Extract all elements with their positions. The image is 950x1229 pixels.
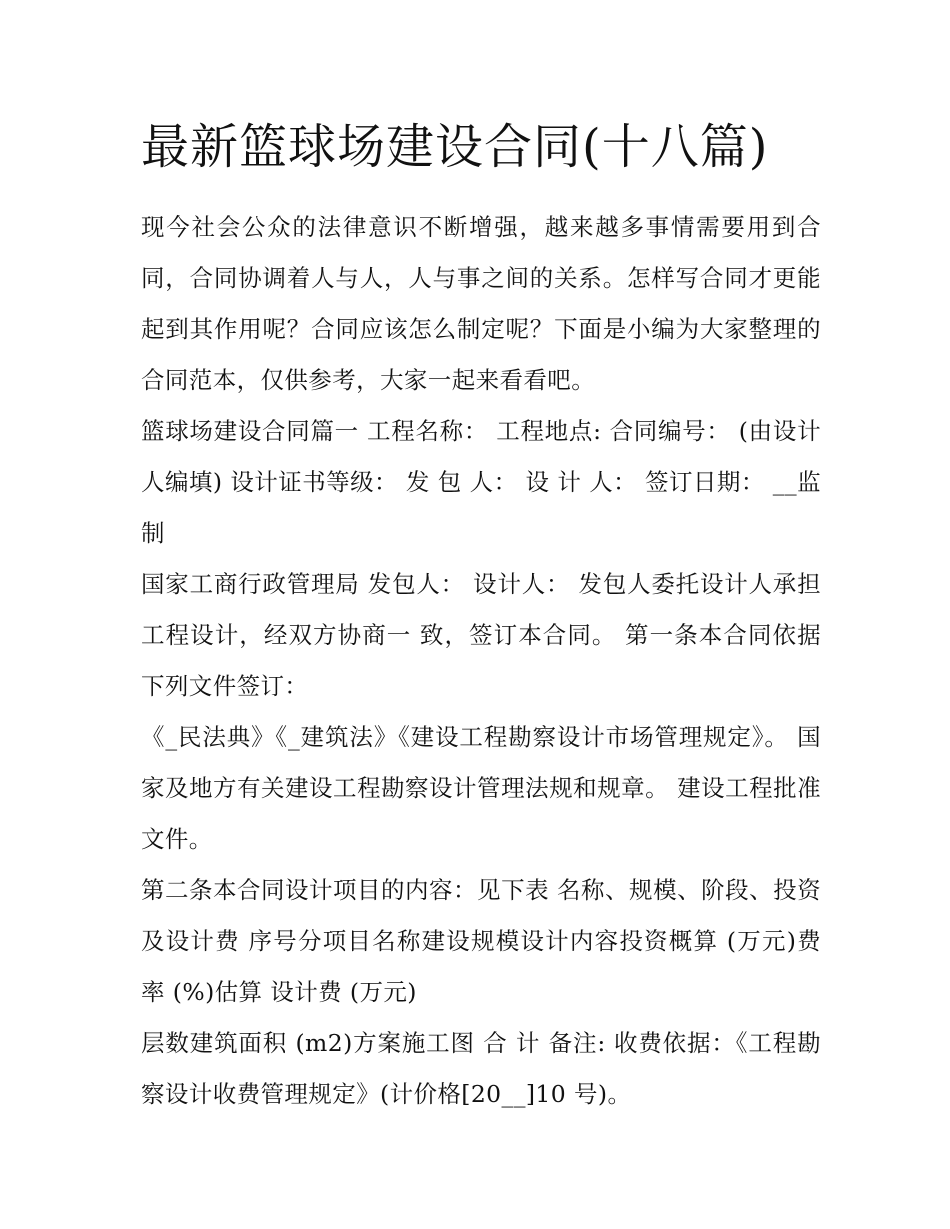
document-title: 最新篮球场建设合同(十八篇) (141, 119, 769, 175)
parties-paragraph: 国家工商行政管理局 发包人： 设计人： 发包人委托设计人承担 工程设计，经双方协商一 致，签订本合同。 第一条本合同依据下列文件签订： (141, 570, 821, 700)
legal-basis-paragraph: 《_民法典》《_建筑法》《建设工程勘察设计市场管理规定》。 国家及地方有关建设工程勘察设计管理法规和规章。 建设工程批准文件。 (141, 723, 821, 853)
document-body (141, 112, 821, 1120)
article-two-paragraph: 第二条本合同设计项目的内容：见下表 名称、规模、阶段、投资及设计费 序号分项目名称建设规模设计内容投资概算 (万元)费率 (%)估算 设计费 (万元) (141, 876, 821, 1006)
fee-basis-paragraph: 层数建筑面积 (m2)方案施工图 合 计 备注: 收费依据：《工程勘察设计收费管理规定》(计价格[20__]10 号)。 (141, 1029, 821, 1108)
intro-paragraph: 现今社会公众的法律意识不断增强，越来越多事情需要用到合同，合同协调着人与人，人与事之间的关系。怎样写合同才更能起到其作用呢？合同应该怎么制定呢？下面是小编为大家整理的合同范本，仅供参考，大家一起来看看吧。 (141, 213, 821, 394)
contract-header-paragraph: 篮球场建设合同篇一 工程名称： 工程地点: 合同编号： (由设计人编填) 设计证书等级： 发 包 人： 设 计 人： 签订日期： __监制 (141, 417, 821, 547)
